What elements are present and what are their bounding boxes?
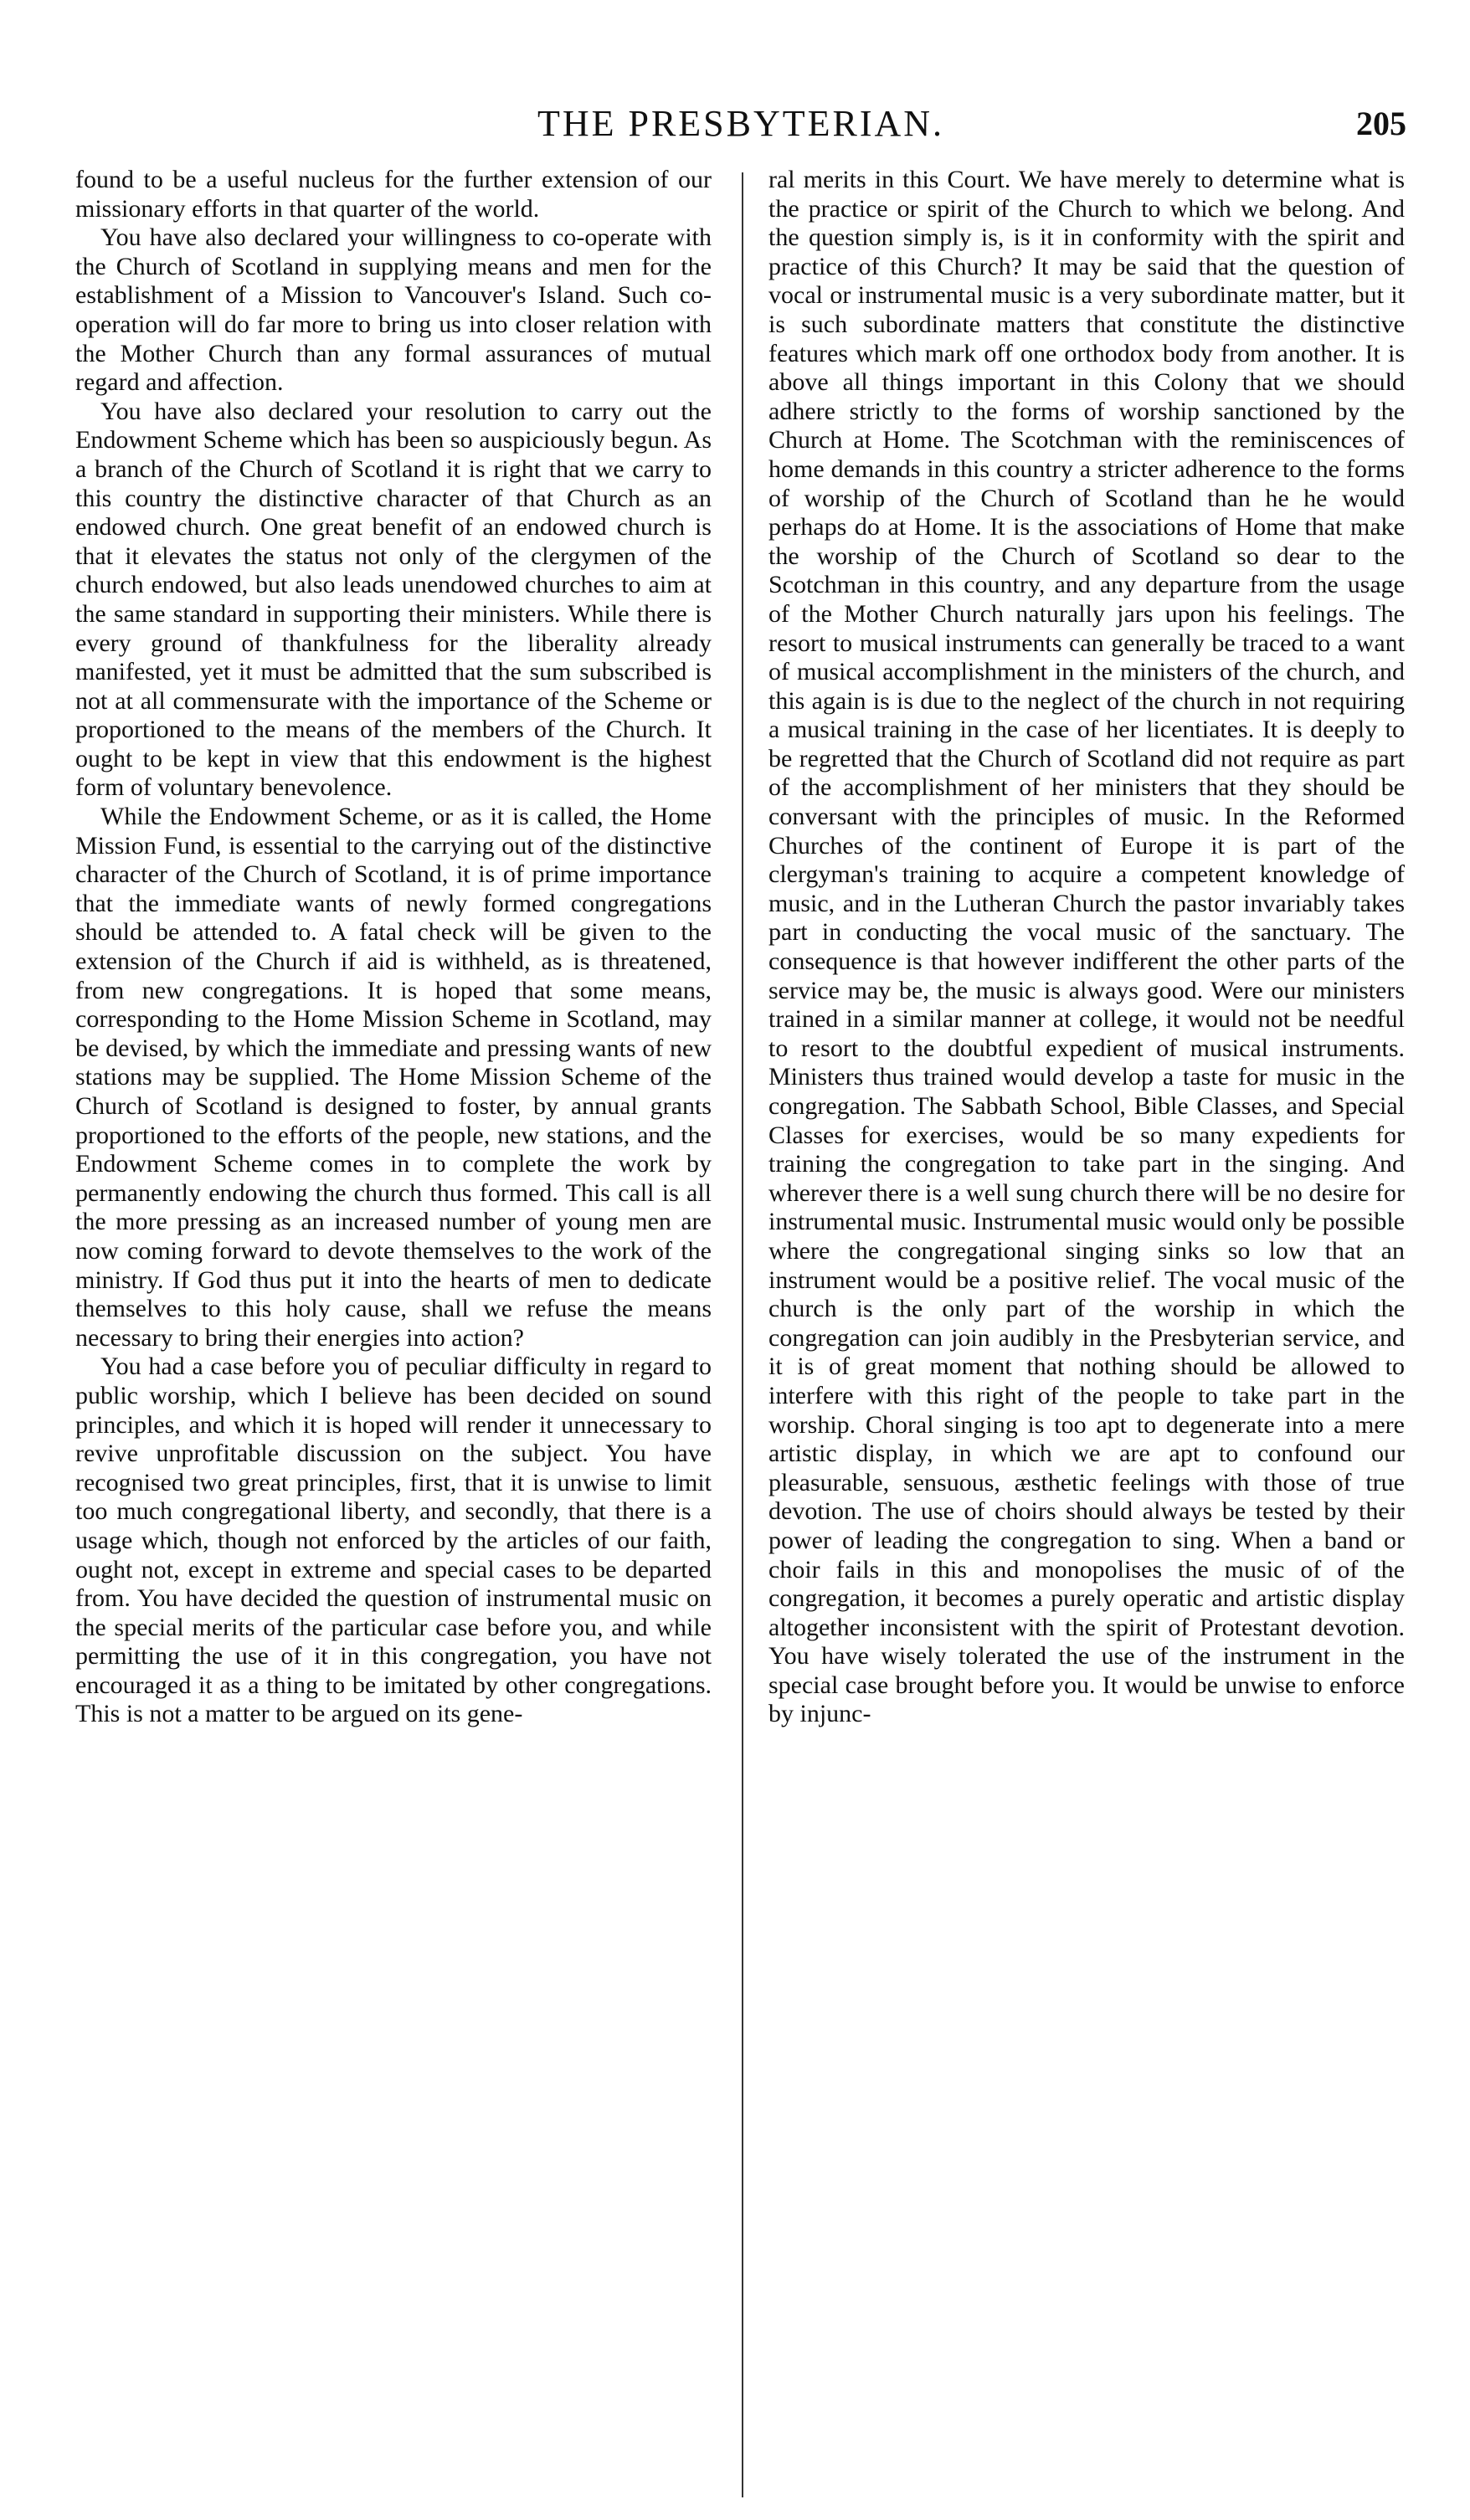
- right-column: [768, 166, 1405, 2501]
- paragraph: You had a case before you of peculiar difficulty in regard to public worship, which I believe has been decided on sound principles, and which it is hoped will render it unnecessary to revive unprofitable discussion on the subject. You have recognised two great principles, first, that it is unwise to limit too much congregational liberty, and secondly, that there is a usage which, though not enforced by the articles of our faith, ought not, except in extreme and special cases to be departed from. You have decided the question of instrumental music on the special merits of the particular case before you, and while permitting the use of it in this congregation, you have not encouraged it as a thing to be imitated by other congregations. This is not a matter to be argued on its gene-: [75, 1352, 712, 1728]
- column-divider: [742, 172, 743, 2497]
- page-number: 205: [1356, 105, 1406, 142]
- paragraph: found to be a useful nucleus for the further extension of our missionary efforts in that quarter of the world.: [75, 166, 712, 223]
- paragraph: You have also declared your willingness to co-operate with the Church of Scotland in supplying means and men for the establishment of a Mission to Vancouver's Island. Such co-operation will do far more to bring us into closer relation with the Mother Church than any formal assurances of mutual regard and affection.: [75, 223, 712, 397]
- paragraph: ral merits in this Court. We have merely to determine what is the practice or spirit of the Church to which we belong. And the question simply is, is it in conformity with the spirit and practice of this Church? It may be said that the question of vocal or instrumental music is a very subordinate matter, but it is such subordinate matters that constitute the distinctive features which mark off one orthodox body from another. It is above all things important in this Colony that we should adhere strictly to the forms of worship sanctioned by the Church at Home. The Scotchman with the reminiscences of home demands in this country a stricter adherence to the forms of worship of the Church of Scotland than he he would perhaps do at Home. It is the associations of Home that make the worship of the Church of Scotland so dear to the Scotchman in this country, and any departure from the usage of the Mother Church naturally jars upon his feelings. The resort to musical instruments can generally be traced to a want of musical accomplishment in the ministers of the church, and this again is is due to the neglect of the church in not requiring a musical training in the case of her licentiates. It is deeply to be regretted that the Church of Scotland did not require as part of the accomplishment of her ministers that they should be conversant with the principles of music. In the Reformed Churches of the continent of Europe it is part of the clergyman's training to acquire a competent knowledge of music, and in the Lutheran Church the pastor invariably takes part in conducting the vocal music of the sanctuary. The consequence is that however indifferent the other parts of the service may be, the music is always good. Were our ministers trained in a similar manner at college, it would not be needful to resort to the doubtful expedient of musical instruments. Ministers thus trained would develop a taste for music in the congregation. The Sabbath School, Bible Classes, and Special Classes for exercises, would be so many expedients for training the congregation to take part in the singing. And wherever there is a well sung church there will be no desire for instrumental music. Instrumental music would only be possible where the congregational singing sinks so low that an instrument would be a positive relief. The vocal music of the church is the only part of the worship in which the congregation can join audibly in the Presbyterian service, and it is of great moment that nothing should be allowed to interfere with this right of the people to take part in the worship. Choral singing is too apt to degenerate into a mere artistic display, in which we are apt to confound our pleasurable, sensuous, æsthetic feelings with those of true devotion. The use of choirs should always be tested by their power of leading the congregation to sing. When a band or choir fails in this and monopolises the music of of the congregation, it becomes a purely operatic and artistic display altogether inconsistent with the spirit of Protestant devotion. You have wisely tolerated the use of the instrument in the special case brought before you. It would be unwise to enforce by injunc-: [768, 166, 1405, 1728]
- paragraph: While the Endowment Scheme, or as it is called, the Home Mission Fund, is essential to the carrying out of the distinctive character of the Church of Scotland, it is of prime importance that the immediate wants of newly formed congregations should be attended to. A fatal check will be given to the extension of the Church if aid is withheld, as is threatened, from new congregations. It is hoped that some means, corresponding to the Home Mission Scheme in Scotland, may be devised, by which the immediate and pressing wants of new stations may be supplied. The Home Mission Scheme of the Church of Scotland is designed to foster, by annual grants proportioned to the efforts of the people, new stations, and the Endowment Scheme comes in to complete the work by permanently endowing the church thus formed. This call is all the more pressing as an increased number of young men are now coming forward to devote themselves to the work of the ministry. If God thus put it into the hearts of men to dedicate themselves to this holy cause, shall we refuse the means necessary to bring their energies into action?: [75, 803, 712, 1352]
- running-title: THE PRESBYTERIAN.: [537, 103, 945, 144]
- page-header: [75, 99, 1406, 149]
- left-column: [75, 166, 712, 2501]
- paragraph: You have also declared your resolution to carry out the Endowment Scheme which has been so auspiciously begun. As a branch of the Church of Scotland it is right that we carry to this country the distinctive character of that Church as an endowed church. One great benefit of an endowed church is that it elevates the status not only of the clergymen of the church endowed, but also leads unendowed churches to aim at the same standard in supporting their ministers. While there is every ground of thankfulness for the liberality already manifested, yet it must be admitted that the sum subscribed is not at all commensurate with the importance of the Scheme or proportioned to the means of the members of the Church. It ought to be kept in view that this endowment is the highest form of voluntary benevolence.: [75, 397, 712, 802]
